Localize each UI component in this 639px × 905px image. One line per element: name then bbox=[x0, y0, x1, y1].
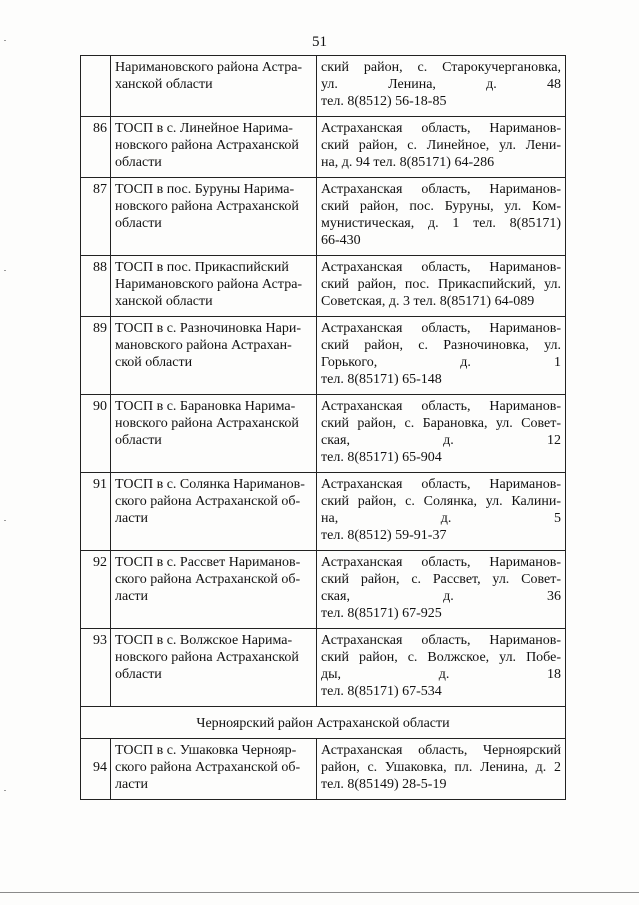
row-number: 94 bbox=[81, 739, 111, 800]
office-address-line: тел. 8(85171) 67-925 bbox=[321, 606, 442, 621]
office-name-line: Наримановского района Астра- bbox=[115, 277, 303, 292]
office-address-line: ул. Ленина, д. 48 bbox=[321, 77, 561, 92]
row-number: 89 bbox=[81, 317, 111, 395]
section-row bbox=[81, 707, 566, 739]
office-address-cell bbox=[317, 117, 566, 178]
office-address-line: Астраханская область, Нариманов- bbox=[321, 260, 561, 275]
office-name-cell bbox=[111, 739, 317, 800]
office-name-cell bbox=[111, 117, 317, 178]
office-address-line: ский район, пос. Прикаспийский, ул. bbox=[321, 277, 561, 292]
office-address-line: район, с. Ушаковка, пл. Ленина, д. 2 bbox=[321, 760, 561, 775]
row-number bbox=[81, 56, 111, 117]
office-address-line: Астраханская область, Нариманов- bbox=[321, 555, 561, 570]
office-name-line: ТОСП в с. Ушаковка Чернояр- bbox=[115, 743, 297, 758]
office-name-cell bbox=[111, 395, 317, 473]
office-address-line: Астраханская область, Нариманов- bbox=[321, 633, 561, 648]
office-address-cell bbox=[317, 178, 566, 256]
office-address-line: тел. 8(85171) 65-148 bbox=[321, 372, 442, 387]
office-address-line: ский район, с. Барановка, ул. Совет- bbox=[321, 416, 561, 431]
office-name-cell bbox=[111, 56, 317, 117]
table-row bbox=[81, 317, 566, 395]
office-address-line: тел. 8(8512) 56-18-85 bbox=[321, 94, 447, 109]
row-number: 93 bbox=[81, 629, 111, 707]
office-name-cell bbox=[111, 317, 317, 395]
office-name-line: области bbox=[115, 155, 162, 170]
row-number: 90 bbox=[81, 395, 111, 473]
office-address-line: ский район, с. Разночиновка, ул. bbox=[321, 338, 561, 353]
office-address-cell bbox=[317, 317, 566, 395]
office-address-line: Астраханская область, Нариманов- bbox=[321, 321, 561, 336]
office-name-line: ТОСП в с. Разночиновка Нари- bbox=[115, 321, 301, 336]
office-address-line: тел. 8(85149) 28-5-19 bbox=[321, 777, 447, 792]
office-name-line: мановского района Астрахан- bbox=[115, 338, 292, 353]
office-name-line: Наримановского района Астра- bbox=[115, 60, 303, 75]
office-name-line: области bbox=[115, 433, 162, 448]
office-address-cell bbox=[317, 739, 566, 800]
office-name-line: ТОСП в пос. Прикаспийский bbox=[115, 260, 289, 275]
office-address-line: Астраханская область, Нариманов- bbox=[321, 477, 561, 492]
table-row bbox=[81, 56, 566, 117]
office-name-line: ласти bbox=[115, 511, 149, 526]
office-address-line: ский район, с. Рассвет, ул. Совет- bbox=[321, 572, 561, 587]
office-address-cell bbox=[317, 256, 566, 317]
office-address-line: Горького, д. 1 bbox=[321, 355, 561, 370]
office-address-cell bbox=[317, 551, 566, 629]
office-address-line: ский район, с. Линейное, ул. Лени- bbox=[321, 138, 561, 153]
office-name-line: ханской области bbox=[115, 77, 213, 92]
office-name-line: ского района Астраханской об- bbox=[115, 572, 301, 587]
office-name-cell bbox=[111, 551, 317, 629]
office-address-line: ский район, с. Волжское, ул. Побе- bbox=[321, 650, 561, 665]
office-address-line: Астраханская область, Нариманов- bbox=[321, 399, 561, 414]
office-name-line: ТОСП в с. Барановка Нарима- bbox=[115, 399, 296, 414]
office-address-line: ская, д. 12 bbox=[321, 433, 561, 448]
scan-edge-marks bbox=[4, 0, 6, 905]
office-address-line: ский район, пос. Буруны, ул. Ком- bbox=[321, 199, 561, 214]
office-name-line: области bbox=[115, 667, 162, 682]
table-row bbox=[81, 178, 566, 256]
office-address-line: ская, д. 36 bbox=[321, 589, 561, 604]
office-name-line: ского района Астраханской об- bbox=[115, 760, 301, 775]
table-row bbox=[81, 256, 566, 317]
office-name-line: новского района Астраханской bbox=[115, 138, 299, 153]
office-name-line: ского района Астраханской об- bbox=[115, 494, 301, 509]
office-name-line: ханской области bbox=[115, 294, 213, 309]
office-address-line: ский район, с. Старокучергановка, bbox=[321, 60, 561, 75]
office-name-cell bbox=[111, 473, 317, 551]
office-name-line: ТОСП в пос. Буруны Нарима- bbox=[115, 182, 295, 197]
office-address-cell bbox=[317, 395, 566, 473]
office-name-line: новского района Астраханской bbox=[115, 650, 299, 665]
table-row bbox=[81, 739, 566, 800]
office-name-line: ской области bbox=[115, 355, 193, 370]
office-name-line: области bbox=[115, 216, 162, 231]
office-address-line: на, д. 94 тел. 8(85171) 64-286 bbox=[321, 155, 495, 170]
office-name-line: новского района Астраханской bbox=[115, 416, 299, 431]
office-name-line: новского района Астраханской bbox=[115, 199, 299, 214]
office-address-line: на, д. 5 bbox=[321, 511, 561, 526]
office-name-line: ТОСП в с. Линейное Нарима- bbox=[115, 121, 293, 136]
office-name-line: ласти bbox=[115, 589, 149, 604]
table-row bbox=[81, 117, 566, 178]
office-name-cell bbox=[111, 178, 317, 256]
row-number: 91 bbox=[81, 473, 111, 551]
office-address-cell bbox=[317, 629, 566, 707]
office-name-line: ласти bbox=[115, 777, 149, 792]
table-row bbox=[81, 551, 566, 629]
page-number: 51 bbox=[312, 34, 327, 50]
offices-table-body bbox=[81, 56, 566, 800]
office-name-line: ТОСП в с. Рассвет Нариманов- bbox=[115, 555, 301, 570]
office-address-line: ский район, с. Солянка, ул. Калини- bbox=[321, 494, 561, 509]
scan-bottom-rule bbox=[0, 892, 639, 893]
office-name-line: ТОСП в с. Солянка Нариманов- bbox=[115, 477, 305, 492]
office-address-line: 66-430 bbox=[321, 233, 361, 248]
office-address-line: ды, д. 18 bbox=[321, 667, 561, 682]
office-address-line: Астраханская область, Нариманов- bbox=[321, 182, 561, 197]
section-title: Черноярский район Астраханской области bbox=[81, 707, 566, 739]
offices-table bbox=[80, 55, 566, 800]
office-address-line: тел. 8(85171) 67-534 bbox=[321, 684, 442, 699]
office-address-line: Советская, д. 3 тел. 8(85171) 64-089 bbox=[321, 294, 535, 309]
row-number: 88 bbox=[81, 256, 111, 317]
office-address-line: мунистическая, д. 1 тел. 8(85171) bbox=[321, 216, 561, 231]
office-name-line: ТОСП в с. Волжское Нарима- bbox=[115, 633, 293, 648]
table-row bbox=[81, 395, 566, 473]
table-row bbox=[81, 629, 566, 707]
office-name-cell bbox=[111, 256, 317, 317]
office-address-line: тел. 8(8512) 59-91-37 bbox=[321, 528, 447, 543]
office-address-line: Астраханская область, Черноярский bbox=[321, 743, 561, 758]
office-address-line: Астраханская область, Нариманов- bbox=[321, 121, 561, 136]
office-name-cell bbox=[111, 629, 317, 707]
row-number: 87 bbox=[81, 178, 111, 256]
table-row bbox=[81, 473, 566, 551]
office-address-cell bbox=[317, 473, 566, 551]
row-number: 86 bbox=[81, 117, 111, 178]
office-address-cell bbox=[317, 56, 566, 117]
row-number: 92 bbox=[81, 551, 111, 629]
office-address-line: тел. 8(85171) 65-904 bbox=[321, 450, 442, 465]
